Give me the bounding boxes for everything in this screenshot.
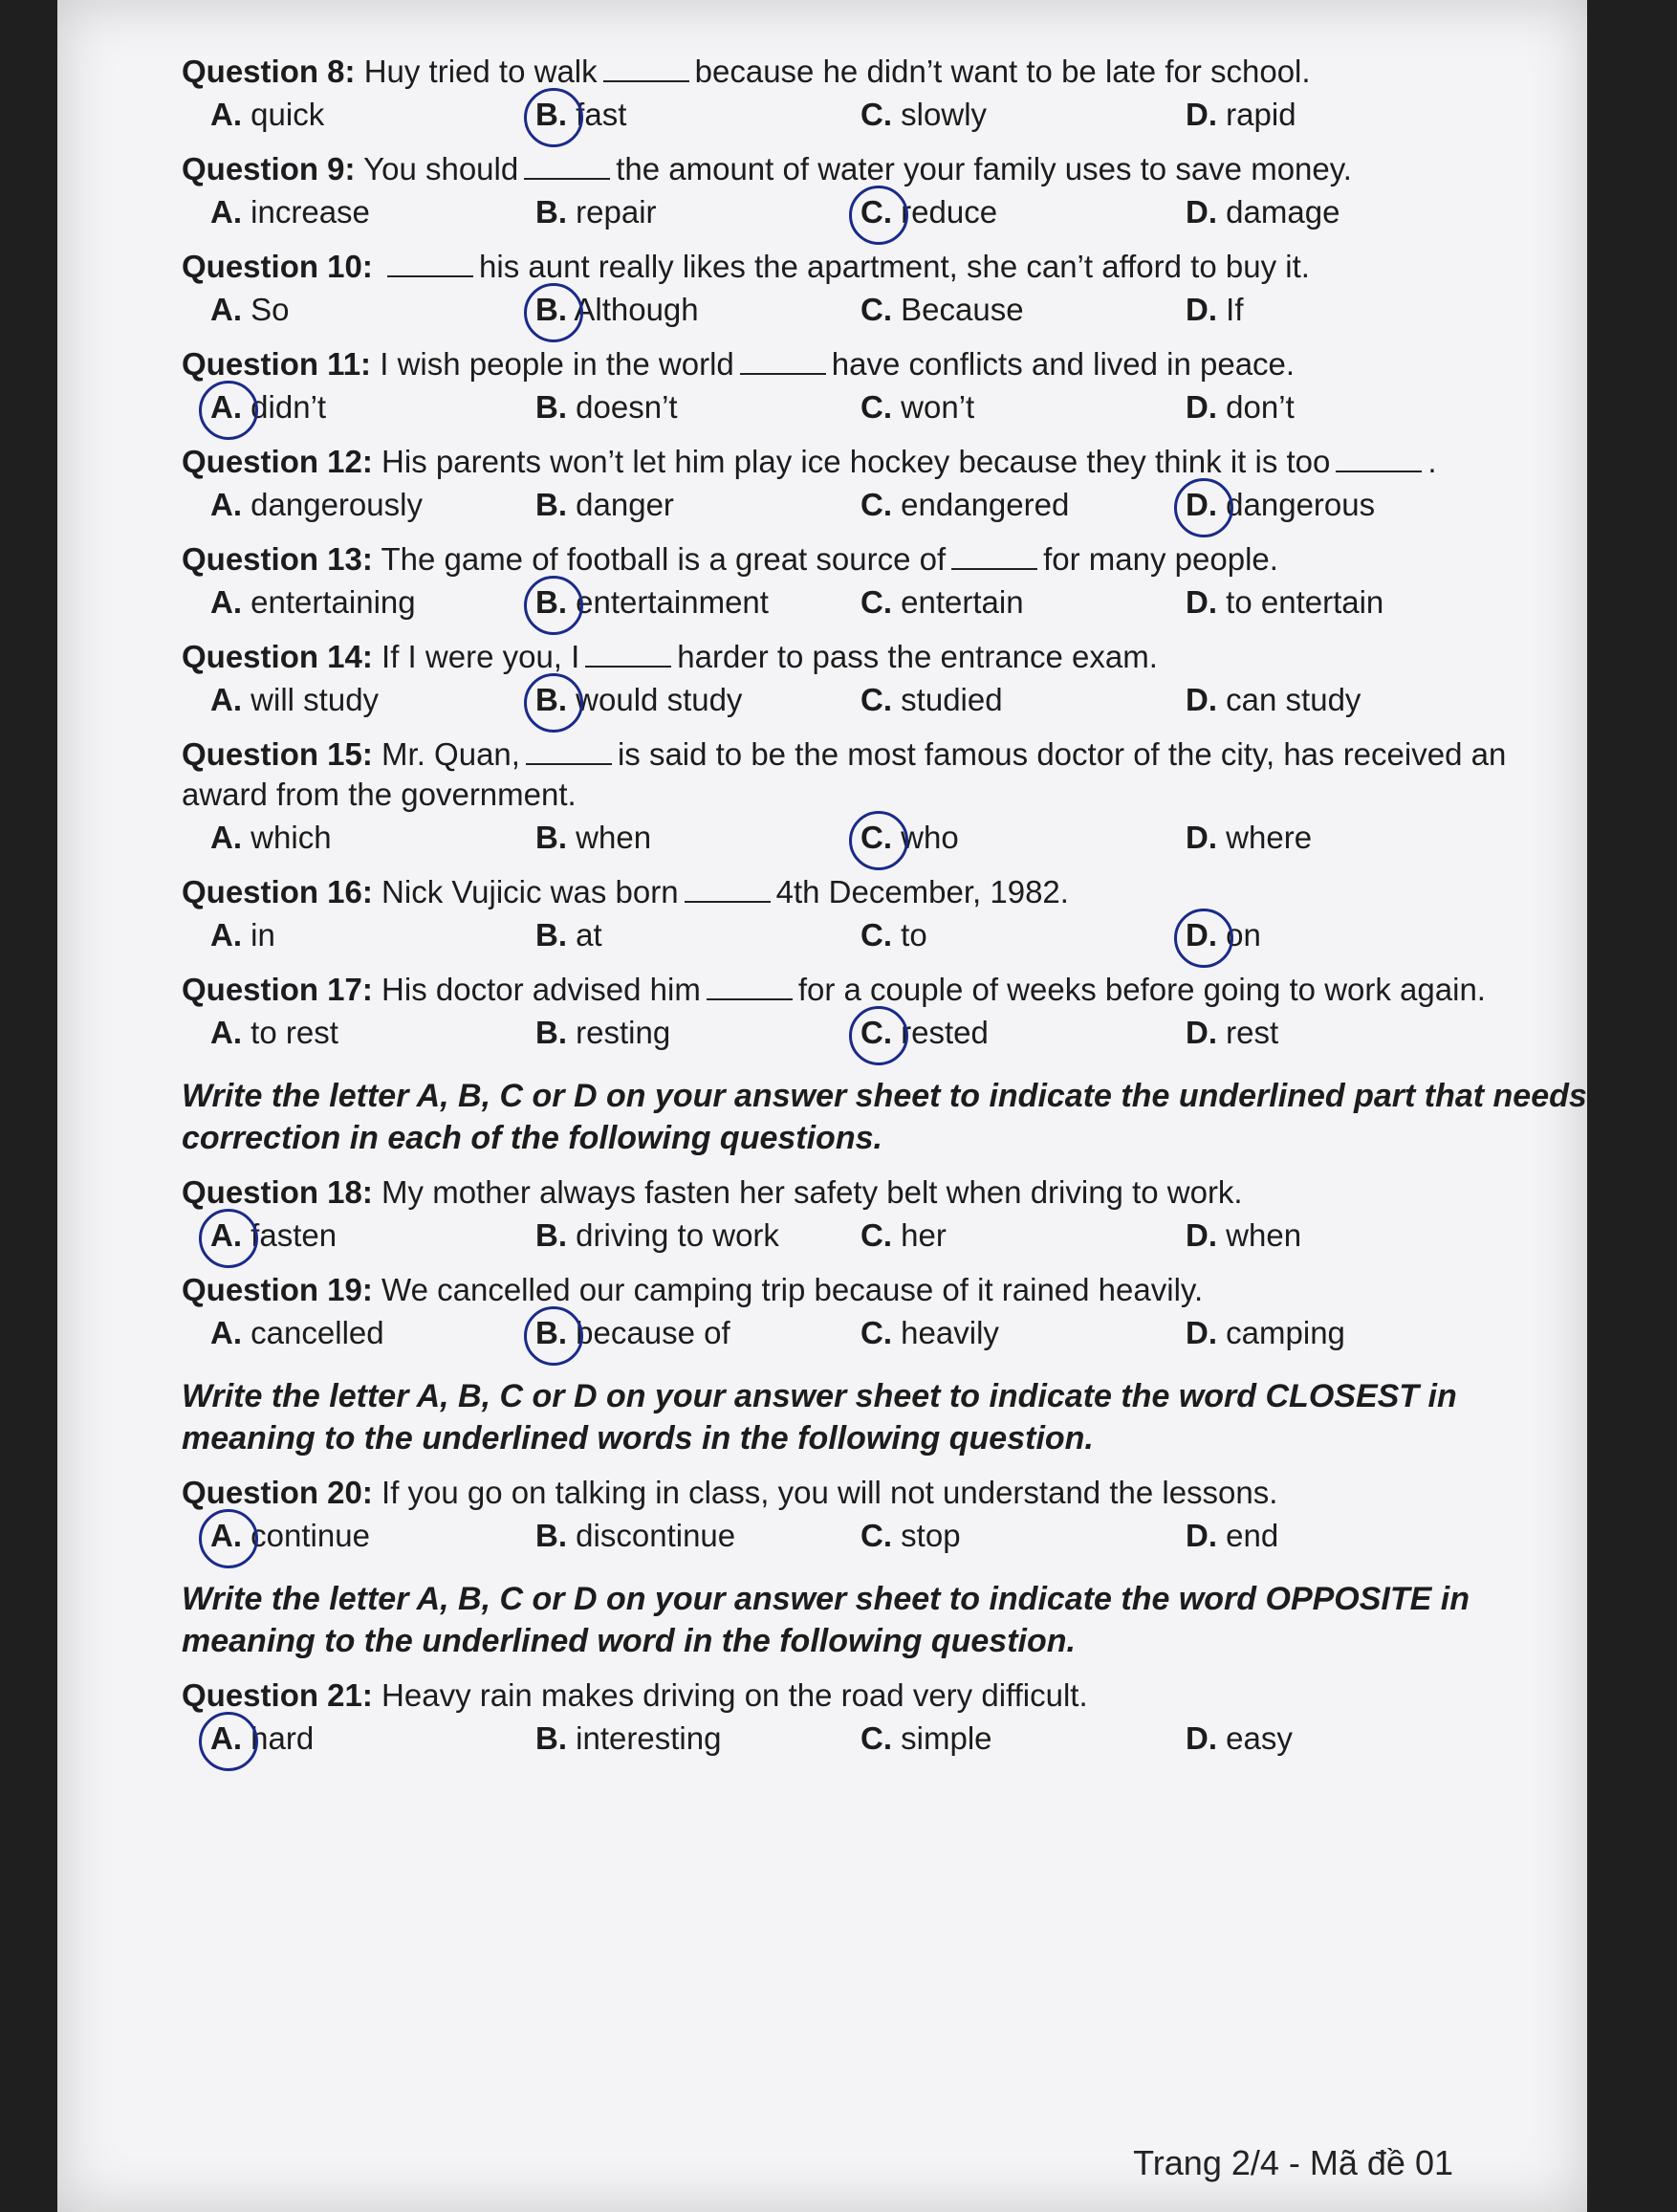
option-letter: D. xyxy=(1186,820,1217,855)
option-text: continue xyxy=(250,1518,370,1553)
question-number: Question 17: xyxy=(182,972,373,1007)
question-item xyxy=(182,1473,1587,1513)
answer-option xyxy=(210,581,535,624)
question-item xyxy=(182,344,1587,384)
answer-option xyxy=(860,1215,1186,1257)
option-letter: A. xyxy=(210,584,242,620)
option-letter: D. xyxy=(1186,487,1217,522)
option-text: would study xyxy=(576,682,743,717)
option-letter: D. xyxy=(1186,1015,1217,1050)
answer-option xyxy=(535,1312,860,1354)
answer-blank xyxy=(740,344,826,375)
option-letter: C. xyxy=(860,820,892,855)
option-text: in xyxy=(250,917,275,953)
option-letter: A. xyxy=(210,820,242,855)
option-letter: D. xyxy=(1186,682,1217,717)
option-letter: D. xyxy=(1186,292,1217,327)
option-letter: B. xyxy=(535,1315,567,1350)
answer-options xyxy=(182,679,1587,721)
option-text: doesn’t xyxy=(576,389,678,425)
question-stem-part1: The game of football is a great source of xyxy=(381,541,947,577)
answer-options xyxy=(182,1718,1587,1760)
answer-option xyxy=(535,1215,860,1257)
question-number: Question 12: xyxy=(182,444,373,479)
option-text: cancelled xyxy=(250,1315,384,1350)
option-letter: A. xyxy=(210,1015,242,1050)
option-letter: B. xyxy=(535,1217,567,1253)
question-number: Question 9: xyxy=(182,151,356,186)
option-text: quick xyxy=(250,97,325,132)
question-item xyxy=(182,1172,1587,1213)
question-stem-part1: You should xyxy=(363,151,519,186)
answer-option xyxy=(210,1718,535,1760)
option-text: reduce xyxy=(901,194,998,230)
answer-option xyxy=(1186,1515,1511,1557)
section-instruction: Write the letter A, B, C or D on your answer sheet to indicate the underlined part that needs correction in each of the following questions. xyxy=(182,1078,1587,1156)
option-letter: B. xyxy=(535,389,567,425)
exam-paper xyxy=(57,0,1587,2212)
question-stem-part2: have conflicts and lived in peace. xyxy=(831,346,1296,382)
option-text: her xyxy=(901,1217,947,1253)
option-letter: B. xyxy=(535,1720,567,1756)
answer-option xyxy=(1186,386,1511,428)
answer-option xyxy=(210,817,535,859)
option-text: camping xyxy=(1226,1315,1345,1350)
option-text: heavily xyxy=(901,1315,999,1350)
option-letter: D. xyxy=(1186,194,1217,230)
answer-blank xyxy=(387,247,473,277)
option-letter: C. xyxy=(860,292,892,327)
answer-option xyxy=(1186,1215,1511,1257)
answer-option xyxy=(860,1312,1186,1354)
answer-option xyxy=(210,1012,535,1054)
question-stem-part1: Nick Vujicic was born xyxy=(381,874,679,909)
option-letter: B. xyxy=(535,292,567,327)
option-text: hard xyxy=(250,1720,315,1756)
answer-option xyxy=(1186,679,1511,721)
option-text: to xyxy=(901,917,927,953)
option-letter: D. xyxy=(1186,1518,1217,1553)
option-text: repair xyxy=(576,194,657,230)
answer-option xyxy=(1186,191,1511,233)
option-text: where xyxy=(1226,820,1313,855)
option-letter: C. xyxy=(860,682,892,717)
option-letter: B. xyxy=(535,917,567,953)
answer-options xyxy=(182,94,1587,136)
option-text: entertainment xyxy=(576,584,769,620)
option-letter: C. xyxy=(860,194,892,230)
option-text: end xyxy=(1226,1518,1279,1553)
question-text: If you go on talking in class, you will not understand the lessons. xyxy=(381,1475,1278,1510)
answer-option xyxy=(535,484,860,526)
question-item xyxy=(182,1270,1587,1310)
option-letter: C. xyxy=(860,1518,892,1553)
option-text: fast xyxy=(576,97,627,132)
answer-option xyxy=(1186,1012,1511,1054)
option-letter: A. xyxy=(210,682,242,717)
option-text: on xyxy=(1226,917,1261,953)
option-text: rested xyxy=(901,1015,989,1050)
answer-option xyxy=(860,914,1186,956)
option-text: to entertain xyxy=(1226,584,1384,620)
option-text: will study xyxy=(250,682,380,717)
question-item xyxy=(182,734,1587,815)
answer-option xyxy=(535,94,860,136)
option-letter: C. xyxy=(860,1217,892,1253)
option-letter: B. xyxy=(535,97,567,132)
answer-options xyxy=(182,484,1587,526)
option-text: increase xyxy=(250,194,370,230)
option-text: can study xyxy=(1226,682,1361,717)
option-letter: A. xyxy=(210,389,242,425)
option-letter: A. xyxy=(210,1315,242,1350)
answer-blank xyxy=(526,734,612,765)
answer-option xyxy=(860,679,1186,721)
question-stem-part2: because he didn’t want to be late for school. xyxy=(694,54,1311,89)
option-text: slowly xyxy=(901,97,988,132)
answer-option xyxy=(535,914,860,956)
option-letter: A. xyxy=(210,1720,242,1756)
question-number: Question 15: xyxy=(182,736,373,772)
option-letter: B. xyxy=(535,682,567,717)
answer-blank xyxy=(585,637,671,668)
option-text: didn’t xyxy=(250,389,327,425)
option-text: resting xyxy=(576,1015,671,1050)
answer-blank xyxy=(951,539,1037,570)
option-letter: B. xyxy=(535,1518,567,1553)
answer-option xyxy=(860,817,1186,859)
answer-option xyxy=(860,484,1186,526)
answer-option xyxy=(860,1012,1186,1054)
answer-blank xyxy=(603,52,689,82)
option-letter: D. xyxy=(1186,584,1217,620)
option-letter: A. xyxy=(210,194,242,230)
option-text: Because xyxy=(901,292,1024,327)
option-text: at xyxy=(576,917,602,953)
answer-option xyxy=(1186,817,1511,859)
answer-option xyxy=(1186,484,1511,526)
question-number: Question 20: xyxy=(182,1475,373,1510)
question-stem-part2: for many people. xyxy=(1043,541,1278,577)
question-text: My mother always fasten her safety belt when driving to work. xyxy=(381,1174,1243,1210)
option-letter: C. xyxy=(860,584,892,620)
answer-option xyxy=(1186,581,1511,624)
answer-blank xyxy=(707,970,793,1000)
option-letter: D. xyxy=(1186,1217,1217,1253)
answer-options xyxy=(182,386,1587,428)
option-letter: C. xyxy=(860,487,892,522)
option-letter: B. xyxy=(535,194,567,230)
question-number: Question 21: xyxy=(182,1677,373,1713)
option-text: fasten xyxy=(250,1217,338,1253)
answer-option xyxy=(210,914,535,956)
option-text: entertaining xyxy=(250,584,416,620)
option-letter: A. xyxy=(210,487,242,522)
answer-option xyxy=(535,1012,860,1054)
question-stem-part1: If I were you, I xyxy=(381,639,580,674)
option-text: studied xyxy=(901,682,1003,717)
question-number: Question 19: xyxy=(182,1272,373,1307)
answer-option xyxy=(210,386,535,428)
option-letter: C. xyxy=(860,1315,892,1350)
question-item xyxy=(182,442,1587,482)
answer-option xyxy=(535,1515,860,1557)
page-footer: Trang 2/4 - Mã đề 01 xyxy=(1133,2143,1453,2182)
question-item xyxy=(182,1675,1587,1716)
option-letter: A. xyxy=(210,1518,242,1553)
option-letter: D. xyxy=(1186,1315,1217,1350)
question-item xyxy=(182,637,1587,677)
answer-option xyxy=(860,289,1186,331)
option-letter: C. xyxy=(860,1720,892,1756)
option-text: Although xyxy=(574,292,699,327)
option-text: which xyxy=(250,820,332,855)
question-list xyxy=(182,38,1587,1760)
option-letter: A. xyxy=(210,97,242,132)
question-stem-part1: His parents won’t let him play ice hockey because they think it is too xyxy=(381,444,1331,479)
question-number: Question 18: xyxy=(182,1174,373,1210)
option-letter: C. xyxy=(860,389,892,425)
answer-options xyxy=(182,1012,1587,1054)
option-text: stop xyxy=(901,1518,961,1553)
answer-option xyxy=(860,1718,1186,1760)
question-number: Question 16: xyxy=(182,874,373,909)
question-stem-part1: Mr. Quan, xyxy=(381,736,520,772)
answer-option xyxy=(1186,94,1511,136)
answer-option xyxy=(535,386,860,428)
question-text: We cancelled our camping trip because of it rained heavily. xyxy=(381,1272,1204,1307)
answer-option xyxy=(535,289,860,331)
section-instruction: Write the letter A, B, C or D on your answer sheet to indicate the word CLOSEST in meaning to the underlined words in the following question. xyxy=(182,1378,1457,1456)
answer-option xyxy=(1186,1718,1511,1760)
question-stem-part2: is said to be the most famous doctor of the city, has received an award from the government. xyxy=(182,736,1507,812)
option-text: damage xyxy=(1226,194,1340,230)
option-text: So xyxy=(250,292,290,327)
question-item xyxy=(182,539,1587,580)
option-text: when xyxy=(576,820,652,855)
option-text: driving to work xyxy=(576,1217,779,1253)
question-number: Question 11: xyxy=(182,346,372,382)
question-stem-part2: his aunt really likes the apartment, she can’t afford to buy it. xyxy=(479,249,1310,284)
answer-options xyxy=(182,1515,1587,1557)
question-number: Question 10: xyxy=(182,249,373,284)
option-text: easy xyxy=(1226,1720,1293,1756)
option-letter: B. xyxy=(535,584,567,620)
option-letter: C. xyxy=(860,917,892,953)
question-text: Heavy rain makes driving on the road very difficult. xyxy=(381,1677,1088,1713)
question-stem-part1: His doctor advised him xyxy=(381,972,701,1007)
answer-options xyxy=(182,817,1587,859)
answer-option xyxy=(210,1312,535,1354)
option-text: dangerously xyxy=(250,487,423,522)
question-number: Question 8: xyxy=(182,54,356,89)
answer-blank xyxy=(685,872,771,903)
option-letter: C. xyxy=(860,97,892,132)
question-item xyxy=(182,149,1587,189)
option-text: who xyxy=(901,820,959,855)
answer-option xyxy=(210,1215,535,1257)
answer-option xyxy=(860,386,1186,428)
option-letter: A. xyxy=(210,292,242,327)
option-letter: B. xyxy=(535,487,567,522)
answer-option xyxy=(860,191,1186,233)
option-letter: D. xyxy=(1186,97,1217,132)
question-item xyxy=(182,52,1587,92)
option-letter: B. xyxy=(535,1015,567,1050)
option-text: to rest xyxy=(250,1015,338,1050)
option-text: interesting xyxy=(576,1720,722,1756)
question-stem-part2: 4th December, 1982. xyxy=(775,874,1069,909)
question-stem-part1: Huy tried to walk xyxy=(363,54,598,89)
option-text: entertain xyxy=(901,584,1024,620)
question-stem-part2: harder to pass the entrance exam. xyxy=(677,639,1158,674)
answer-option xyxy=(860,581,1186,624)
question-number: Question 13: xyxy=(182,541,373,577)
answer-option xyxy=(860,94,1186,136)
answer-option xyxy=(210,191,535,233)
option-text: discontinue xyxy=(576,1518,736,1553)
answer-option xyxy=(210,289,535,331)
option-letter: D. xyxy=(1186,917,1217,953)
option-text: don’t xyxy=(1226,389,1295,425)
option-text: simple xyxy=(901,1720,992,1756)
option-letter: B. xyxy=(535,820,567,855)
answer-option xyxy=(535,817,860,859)
option-text: because of xyxy=(576,1315,730,1350)
section-instruction: Write the letter A, B, C or D on your answer sheet to indicate the word OPPOSITE in meaning to the underlined word in the following question. xyxy=(182,1581,1470,1659)
answer-options xyxy=(182,289,1587,331)
option-text: when xyxy=(1226,1217,1302,1253)
question-stem-part1: I wish people in the world xyxy=(380,346,734,382)
answer-option xyxy=(210,1515,535,1557)
option-text: rapid xyxy=(1226,97,1296,132)
question-item xyxy=(182,872,1587,912)
question-stem-part2: the amount of water your family uses to save money. xyxy=(616,151,1352,186)
option-text: danger xyxy=(576,487,674,522)
option-letter: A. xyxy=(210,917,242,953)
answer-option xyxy=(1186,914,1511,956)
answer-options xyxy=(182,1312,1587,1354)
answer-option xyxy=(860,1515,1186,1557)
option-text: rest xyxy=(1226,1015,1279,1050)
answer-option xyxy=(210,679,535,721)
option-text: If xyxy=(1226,292,1244,327)
option-text: won’t xyxy=(901,389,975,425)
option-letter: A. xyxy=(210,1217,242,1253)
answer-option xyxy=(210,484,535,526)
answer-option xyxy=(535,1718,860,1760)
answer-options xyxy=(182,914,1587,956)
answer-options xyxy=(182,581,1587,624)
question-stem-part2: . xyxy=(1427,444,1437,479)
question-stem-part2: for a couple of weeks before going to work again. xyxy=(797,972,1486,1007)
answer-option xyxy=(535,581,860,624)
option-letter: C. xyxy=(860,1015,892,1050)
answer-option xyxy=(210,94,535,136)
option-letter: D. xyxy=(1186,389,1217,425)
answer-option xyxy=(1186,1312,1511,1354)
question-item xyxy=(182,247,1587,287)
option-text: endangered xyxy=(901,487,1070,522)
option-letter: D. xyxy=(1186,1720,1217,1756)
answer-option xyxy=(535,679,860,721)
option-text: dangerous xyxy=(1226,487,1376,522)
answer-blank xyxy=(1336,442,1422,472)
question-item xyxy=(182,970,1587,1010)
answer-option xyxy=(535,191,860,233)
answer-blank xyxy=(524,149,610,180)
answer-options xyxy=(182,1215,1587,1257)
answer-options xyxy=(182,191,1587,233)
question-number: Question 14: xyxy=(182,639,373,674)
answer-option xyxy=(1186,289,1511,331)
